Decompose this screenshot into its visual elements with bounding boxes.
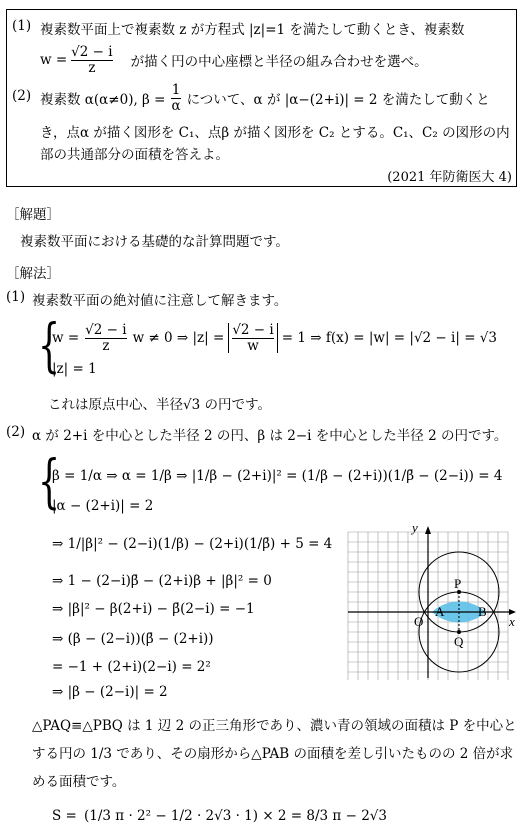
sol2-step3: ⇒ |β|² − β(2+i) − β̄(2−i) = −1 <box>52 601 255 617</box>
sol2-step5: = −1 + (2+i)(2−i) = 2² <box>52 659 211 675</box>
sol1-eq1-num: √2 − i <box>85 321 127 338</box>
sol2-step4: ⇒ (β − (2−i))(β̄ − (2+i)) <box>52 631 214 647</box>
q1-line2-rest: が描く円の中心座標と半径の組み合わせを選べ。 <box>130 54 428 70</box>
sol1-eq1-absfrac <box>232 323 273 354</box>
sol1-eq1-abs <box>228 323 277 354</box>
sol1-label: (1) <box>6 289 26 305</box>
y-axis-arrow <box>425 526 431 534</box>
sol1-eq2: |z| = 1 <box>52 361 97 377</box>
sol2-para1: △PAQ≡△PBQ は 1 辺 2 の正三角形であり、濃い青の領域の面積は P を中心と <box>32 718 517 734</box>
q2-line2: き，点α が描く図形を C₁、点β が描く図形を C₂ とする。C₁、C₂ の図形の内 <box>40 125 510 141</box>
q1-frac-num: √2 − i <box>71 43 113 60</box>
label-p: P <box>454 576 462 591</box>
final-expr: (1/3 π · 2² − 1/2 · 2√3 · 1) × 2 = 8/3 π − 2√3 <box>84 808 387 824</box>
sol1-eq1-fraction <box>85 323 126 354</box>
sol1-eq1-absden: w <box>232 338 273 354</box>
q2-line1a: 複素数 α(α≠0), β = <box>40 92 166 108</box>
kaiho-heading: ［解法］ <box>6 266 60 282</box>
sol1-eq1-tail: = 1 ⇒ f(x) = |w| = |√2 − i| = √3 <box>281 330 497 346</box>
label-x: x <box>509 614 515 629</box>
q2-fraction <box>171 83 180 114</box>
final-lhs: S = <box>52 808 77 824</box>
q1-line2 <box>40 40 428 80</box>
sol2-para2: する円の 1/3 であり、その扇形から△PAB の面積を差し引いたものの 2 倍が求 <box>32 746 514 762</box>
sol2-sys1: β = 1/α ⇒ α = 1/β ⇒ |1/β − (2+i)|² = (1/β − (2+i))(1/β̄ − (2−i)) = 4 <box>52 468 503 484</box>
q2-line3: 部の共通部分の面積を答えよ。 <box>40 147 229 163</box>
label-y: y <box>412 520 418 535</box>
problem-source: (2021 年防衛医大 4) <box>387 170 512 185</box>
q1-fraction <box>71 45 112 76</box>
kaidai-text: 複素数平面における基礎的な計算問題です。 <box>20 234 289 250</box>
sol2-label: (2) <box>6 424 26 440</box>
sol2-step6: ⇒ |β − (2−i)| = 2 <box>52 684 168 700</box>
label-a: A <box>435 604 445 619</box>
q2-frac-num: 1 <box>171 81 181 98</box>
label-b: B <box>478 604 487 619</box>
sol2-brace: { <box>38 447 61 515</box>
sol1-eq1-den: z <box>85 338 126 354</box>
sol1-eq1-absnum: √2 − i <box>232 321 274 338</box>
q1-frac-den: z <box>71 60 112 76</box>
complex-plane-figure <box>346 520 522 680</box>
label-q: Q <box>454 634 464 649</box>
kaidai-heading: ［解題］ <box>6 207 60 223</box>
label-origin: O <box>414 614 424 629</box>
q1-line1: 複素数平面上で複素数 z が方程式 |z|=1 を満たして動くとき、複素数 <box>40 22 465 38</box>
sol2-step1: ⇒ 1/|β|² − (2−i)(1/β) − (2+i)(1/β̄) + 5 = 4 <box>52 536 333 552</box>
q1-label: (1) <box>12 18 32 34</box>
sol2-intro: α が 2+i を中心とした半径 2 の円、β は 2−i を中心とした半径 2 の円です。 <box>32 428 508 444</box>
q2-line1 <box>40 80 490 116</box>
sol1-eq1-lhs: w = <box>52 330 80 346</box>
sol1-eq1-rest: w ≠ 0 ⇒ |z| = <box>132 330 225 346</box>
q2-frac-den: α <box>171 97 181 114</box>
sol2-sys2: |α − (2+i)| = 2 <box>52 498 154 514</box>
q2-label: (2) <box>12 88 32 104</box>
sol2-para3: める面積です。 <box>32 774 126 790</box>
sol1-brace: { <box>38 311 61 379</box>
sol1-conclusion: これは原点中心、半径√3 の円です。 <box>48 397 271 413</box>
sol1-eq1 <box>52 318 497 358</box>
sol2-step2: ⇒ 1 − (2−i)β̄ − (2+i)β + |β|² = 0 <box>52 573 272 589</box>
sol1-intro: 複素数平面の絶対値に注意して解きます。 <box>32 293 288 309</box>
q2-line1b: について、α が |α−(2+i)| = 2 を満たして動くと <box>186 92 490 108</box>
q1-w-left: w = <box>40 52 68 68</box>
